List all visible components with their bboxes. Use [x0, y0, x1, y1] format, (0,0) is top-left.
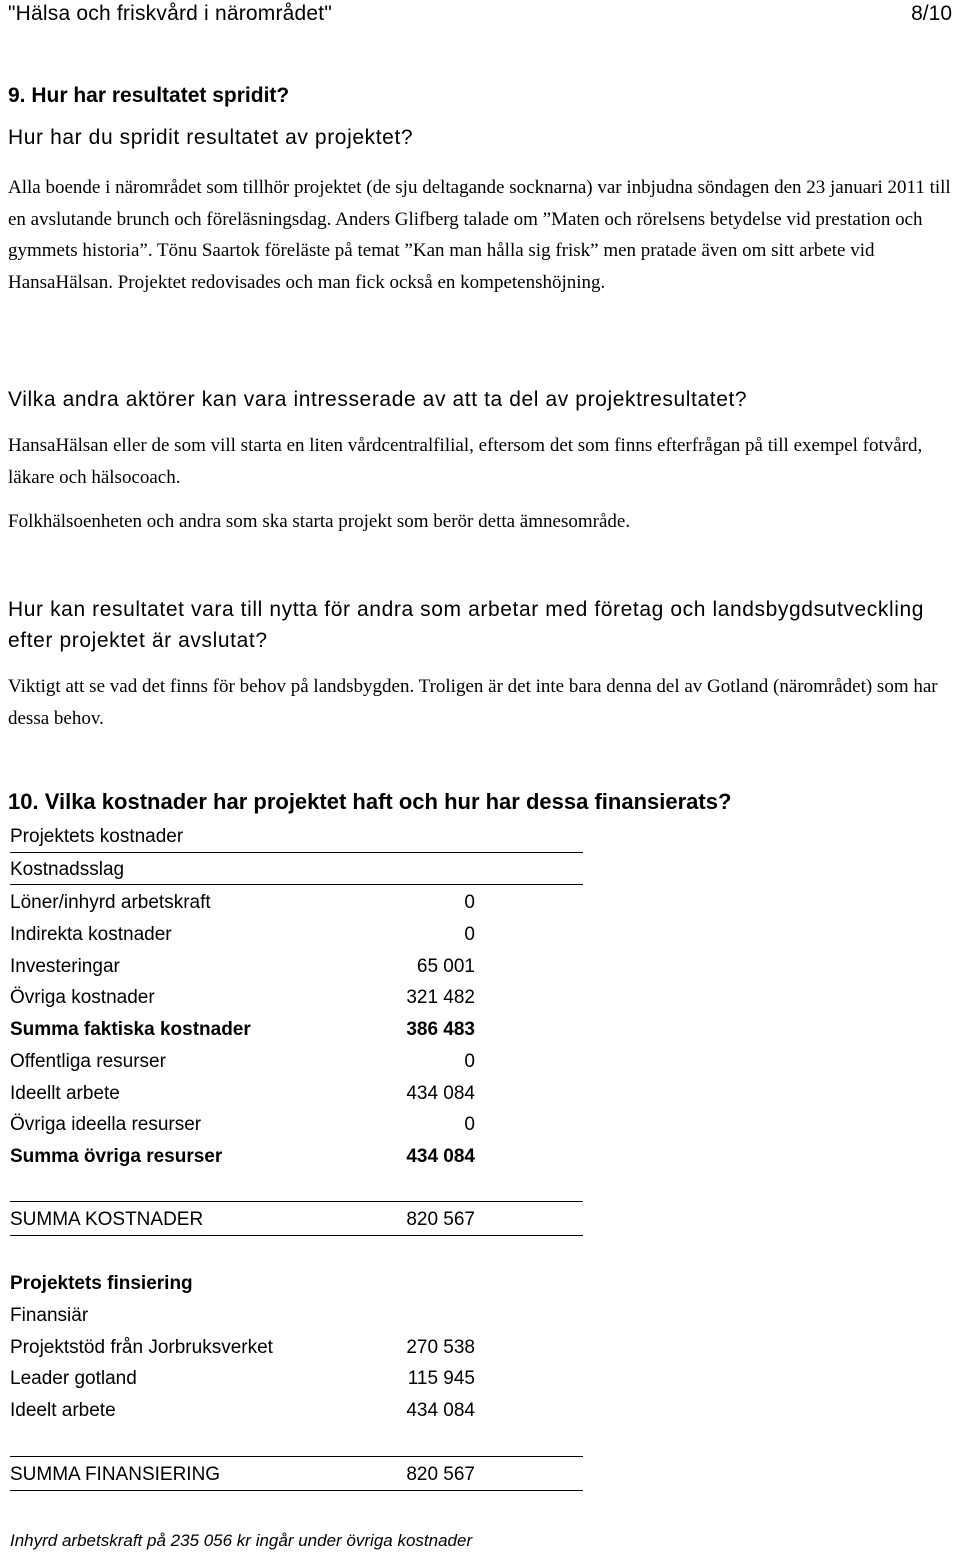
- financing-title-text: Projektets finsiering: [10, 1273, 193, 1294]
- row-label: Leader gotland: [10, 1368, 137, 1389]
- financing-table-header: [10, 1301, 583, 1331]
- divider: [10, 1490, 583, 1491]
- table-row: [10, 1110, 583, 1140]
- answer-other-actors: HansaHälsan eller de som vill starta en liten vårdcentralfilial, eftersom det som finns efterfrågan på till exempel fotvård, läkare och hälsocoach.: [8, 435, 923, 488]
- question-usefulness: Hur kan resultatet vara till nytta för andra som arbetar med företag och landsbygdsutveckling efter projektet är avslutat?: [8, 598, 925, 652]
- row-value: 0: [464, 1051, 475, 1072]
- row-label: Projektstöd från Jorbruksverket: [10, 1337, 273, 1358]
- cost-total-row: [10, 1205, 583, 1235]
- row-label: Offentliga resurser: [10, 1051, 166, 1072]
- cost-table: [10, 822, 583, 1522]
- answer-spread-results: Alla boende i närområdet som tillhör projektet (de sju deltagande socknarna) var inbjudna söndagen den 23 januari 2011 till en avslutande brunch och föreläsningsdag. Anders Glifberg talade om ”Maten och rörelsens betydelse vid prestation och gymmets historia”. Tönu Saartok föreläste på temat ”Kan man hålla sig frisk” men pratade även om sitt arbete vid HansaHälsan. Projektet redovisades och man fick också en kompetenshöjning.: [8, 177, 951, 293]
- table-row-subtotal: [10, 1142, 583, 1172]
- divider: [10, 1456, 583, 1457]
- table-row: [10, 1047, 583, 1077]
- divider: [10, 1235, 583, 1236]
- divider: [10, 852, 583, 853]
- page-number: 8/10: [911, 2, 952, 25]
- row-value: 270 538: [406, 1337, 475, 1358]
- row-label: Övriga kostnader: [10, 987, 155, 1008]
- row-value: 0: [464, 1114, 475, 1135]
- row-label: Övriga ideella resurser: [10, 1114, 202, 1135]
- section-10-heading: 10. Vilka kostnader har projektet haft och hur har dessa finansierats?: [8, 789, 732, 814]
- answer-public-health: Folkhälsoenheten och andra som ska starta projekt som berör detta ämnesområde.: [8, 511, 631, 532]
- row-label: Investeringar: [10, 956, 120, 977]
- table-row: [10, 920, 583, 950]
- row-value: 386 483: [406, 1019, 475, 1040]
- cost-table-title: [10, 822, 583, 852]
- question-other-actors: Vilka andra aktörer kan vara intresserade av att ta del av projektresultatet?: [8, 388, 748, 411]
- row-value: 321 482: [406, 987, 475, 1008]
- row-label: Löner/inhyrd arbetskraft: [10, 892, 211, 913]
- total-value: 820 567: [406, 1209, 475, 1230]
- table-row-subtotal: [10, 1015, 583, 1045]
- table-row: [10, 1364, 583, 1394]
- row-label: Ideelt arbete: [10, 1400, 116, 1421]
- total-label: SUMMA KOSTNADER: [10, 1209, 204, 1230]
- section-9-heading: 9. Hur har resultatet spridit?: [8, 84, 290, 107]
- financing-total-row: [10, 1460, 583, 1490]
- table-row: [10, 1079, 583, 1109]
- table-row: [10, 952, 583, 982]
- table-row: [10, 1396, 583, 1426]
- table-row: [10, 888, 583, 918]
- financing-column-header: Finansiär: [10, 1305, 89, 1326]
- divider: [10, 1201, 583, 1202]
- table-row: [10, 1333, 583, 1363]
- row-value: 0: [464, 924, 475, 945]
- row-label: Ideellt arbete: [10, 1083, 120, 1104]
- cost-table-header: [10, 855, 583, 885]
- row-label: Summa faktiska kostnader: [10, 1019, 251, 1040]
- row-value: 434 084: [406, 1083, 475, 1104]
- footnote: Inhyrd arbetskraft på 235 056 kr ingår under övriga kostnader: [10, 1531, 473, 1550]
- row-value: 434 084: [406, 1400, 475, 1421]
- table-row: [10, 983, 583, 1013]
- total-label: SUMMA FINANSIERING: [10, 1464, 221, 1485]
- total-value: 820 567: [406, 1464, 475, 1485]
- row-value: 65 001: [416, 956, 475, 977]
- document-header-title: "Hälsa och friskvård i närområdet": [8, 2, 332, 25]
- question-spread-results: Hur har du spridit resultatet av projektet?: [8, 126, 414, 149]
- row-value: 0: [464, 892, 475, 913]
- row-value: 115 945: [407, 1368, 475, 1389]
- divider: [10, 884, 583, 885]
- cost-table-title-text: Projektets kostnader: [10, 826, 184, 847]
- cost-column-header: Kostnadsslag: [10, 859, 125, 880]
- row-label: Indirekta kostnader: [10, 924, 172, 945]
- row-label: Summa övriga resurser: [10, 1146, 223, 1167]
- row-value: 434 084: [406, 1146, 475, 1167]
- answer-usefulness: Viktigt att se vad det finns för behov på landsbygden. Troligen är det inte bara denna del av Gotland (närområdet) som har dessa behov.: [8, 676, 938, 729]
- financing-table-title: [10, 1269, 583, 1299]
